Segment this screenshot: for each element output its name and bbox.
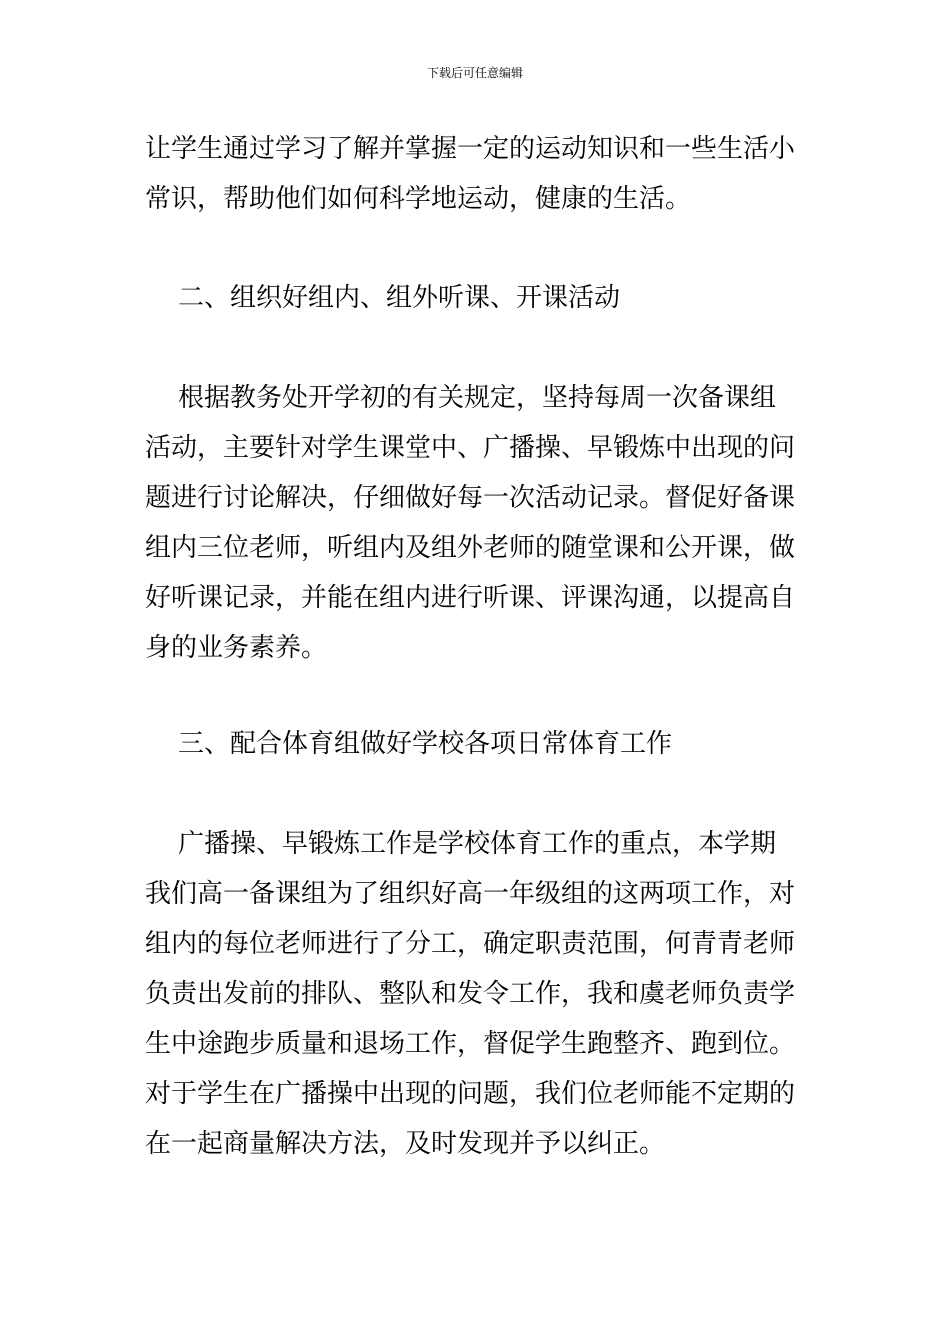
- text-line: 身的业务素养。: [145, 633, 328, 663]
- text-line: 广播操、早锻炼工作是学校体育工作的重点，本学期: [145, 829, 777, 859]
- text-line: 让学生通过学习了解并掌握一定的运动知识和一些生活小: [145, 134, 796, 164]
- section-heading-3: [145, 719, 807, 769]
- text-line: 生中途跑步质量和退场工作，督促学生跑整齐、跑到位。: [145, 1029, 796, 1059]
- text-line: 在一起商量解决方法，及时发现并予以纠正。: [145, 1129, 666, 1159]
- text-line: 好听课记录，并能在组内进行听课、评课沟通，以提高自: [145, 583, 796, 613]
- text-line: 三、配合体育组做好学校各项日常体育工作: [145, 729, 673, 759]
- paragraph-section-3: [145, 819, 807, 1169]
- text-line: 对于学生在广播操中出现的问题，我们位老师能不定期的: [145, 1079, 796, 1109]
- text-line: 负责出发前的排队、整队和发令工作，我和虞老师负责学: [145, 979, 796, 1009]
- paragraph-intro-continued: [145, 124, 807, 224]
- text-line: 根据教务处开学初的有关规定，坚持每周一次备课组: [145, 383, 777, 413]
- text-line: 组内的每位老师进行了分工，确定职责范围，何青青老师: [145, 929, 796, 959]
- text-line: 我们高一备课组为了组织好高一年级组的这两项工作，对: [145, 879, 796, 909]
- section-heading-2: [145, 273, 807, 323]
- text-line: 二、组织好组内、组外听课、开课活动: [145, 283, 621, 313]
- page-header: 下载后可任意编辑: [426, 66, 523, 80]
- text-line: 活动，主要针对学生课堂中、广播操、早锻炼中出现的问: [145, 433, 796, 463]
- text-line: 题进行讨论解决，仔细做好每一次活动记录。督促好备课: [145, 483, 796, 513]
- text-line: 常识，帮助他们如何科学地运动，健康的生活。: [145, 184, 692, 214]
- text-line: 组内三位老师，听组内及组外老师的随堂课和公开课，做: [145, 533, 796, 563]
- paragraph-section-2: [145, 373, 807, 673]
